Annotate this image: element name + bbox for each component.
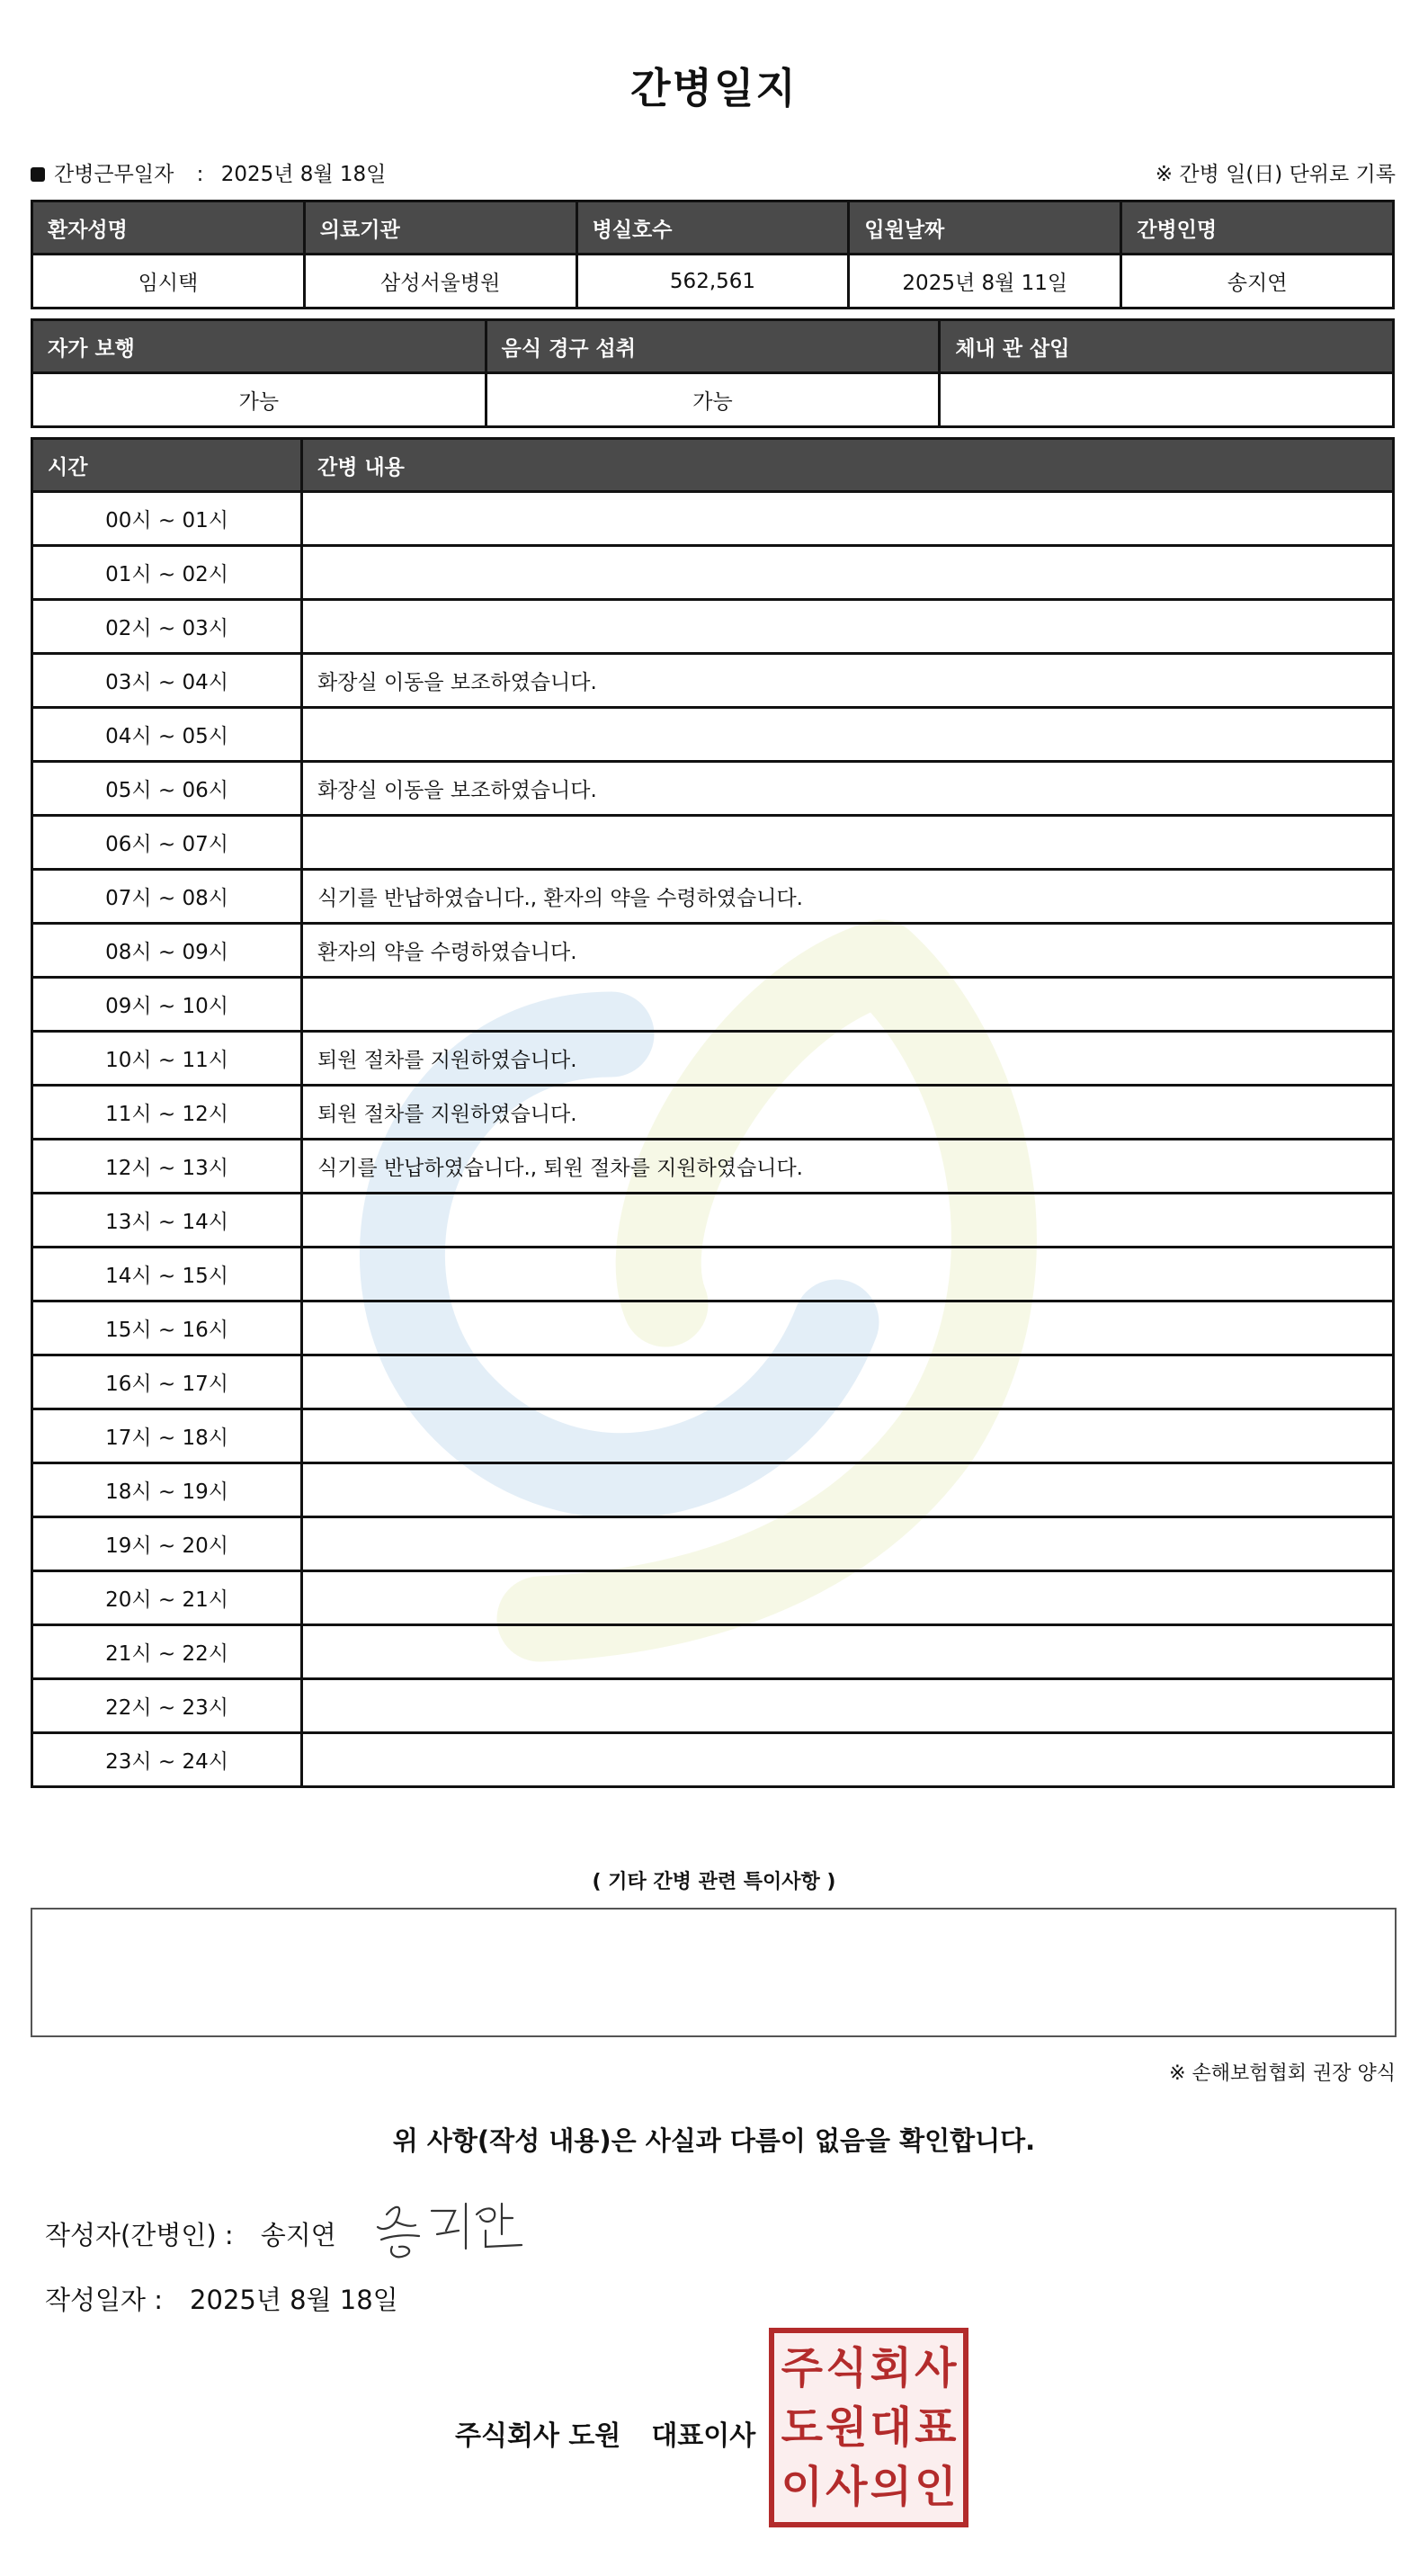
time-cell: 20시 ~ 21시 [32,1571,302,1625]
header-caregiver: 간병인명 [1121,201,1394,255]
table-row [32,1140,1394,1194]
bullet-square-icon [31,167,45,182]
care-content-cell [302,1248,1394,1301]
table-row [32,1409,1394,1463]
time-cell: 15시 ~ 16시 [32,1301,302,1355]
table-row [32,816,1394,870]
writer-line [45,2215,336,2252]
company-name: 주식회사 도원 [455,2420,621,2452]
table-row [32,600,1394,654]
time-cell: 05시 ~ 06시 [32,762,302,816]
care-content-cell [302,1517,1394,1571]
table-row [32,546,1394,600]
time-cell: 13시 ~ 14시 [32,1194,302,1248]
time-cell: 16시 ~ 17시 [32,1355,302,1409]
company-title: 대표이사 [651,2420,756,2452]
time-cell: 01시 ~ 02시 [32,546,302,600]
remarks-label: ( 기타 간병 관련 특이사항 ) [592,1871,836,1893]
care-content-cell [302,1679,1394,1733]
time-cell: 17시 ~ 18시 [32,1409,302,1463]
header-tube: 체내 관 삽입 [940,320,1394,373]
care-content-cell [302,1733,1394,1787]
time-cell: 07시 ~ 08시 [32,870,302,924]
admission-date: 2025년 8월 11일 [849,255,1121,309]
care-content-cell [302,1355,1394,1409]
header-room: 병실호수 [576,201,849,255]
seal-char: 원 [826,2402,868,2453]
time-cell: 19시 ~ 20시 [32,1517,302,1571]
oral-intake-value: 가능 [486,373,940,427]
time-cell: 02시 ~ 03시 [32,600,302,654]
time-cell: 23시 ~ 24시 [32,1733,302,1787]
work-date [31,157,386,187]
seal-char: 식 [826,2343,868,2393]
table-row [32,1571,1394,1625]
time-cell: 22시 ~ 23시 [32,1679,302,1733]
care-content-cell [302,1571,1394,1625]
seal-char: 대 [870,2402,912,2453]
care-content-cell: 식기를 반납하였습니다., 환자의 약을 수령하였습니다. [302,870,1394,924]
care-content-cell [302,978,1394,1032]
table-row [32,1355,1394,1409]
tube-value [940,373,1394,427]
remarks-box [31,1908,1397,2037]
care-content-cell [302,1301,1394,1355]
time-cell: 08시 ~ 09시 [32,924,302,978]
header-patient-name: 환자성명 [32,201,305,255]
patient-status-table [31,318,1395,428]
table-row [32,870,1394,924]
seal-char: 의 [870,2462,912,2512]
time-cell: 03시 ~ 04시 [32,654,302,708]
work-date-label: 간병근무일자 [54,163,174,186]
patient-info-table [31,200,1395,309]
table-row [32,1679,1394,1733]
care-content-cell [302,1463,1394,1517]
seal-char: 표 [915,2402,957,2453]
patient-name: 임시택 [32,255,305,309]
care-content-cell [302,546,1394,600]
time-cell: 21시 ~ 22시 [32,1625,302,1679]
table-row [32,654,1394,708]
seal-char: 주 [781,2343,823,2393]
time-cell: 12시 ~ 13시 [32,1140,302,1194]
table-row [32,762,1394,816]
care-content-cell [302,1409,1394,1463]
header-care-content: 간병 내용 [302,439,1394,492]
written-date-line [45,2280,398,2317]
care-content-cell: 화장실 이동을 보조하였습니다. [302,762,1394,816]
handwritten-signature [369,2195,531,2267]
table-row [32,1733,1394,1787]
record-unit-note: ※ 간병 일(日) 단위로 기록 [1155,163,1396,186]
time-cell: 04시 ~ 05시 [32,708,302,762]
seal-char: 이 [781,2462,823,2512]
care-content-cell [302,1194,1394,1248]
seal-char: 인 [915,2462,957,2512]
time-cell: 10시 ~ 11시 [32,1032,302,1086]
seal-char: 사 [915,2343,957,2393]
table-row [32,492,1394,546]
room-number: 562,561 [576,255,849,309]
header-admission-date: 입원날짜 [849,201,1121,255]
table-row [32,1625,1394,1679]
caregiver-name: 송지연 [1121,255,1394,309]
company-seal [769,2328,968,2527]
time-cell: 14시 ~ 15시 [32,1248,302,1301]
writer-label: 작성자(간병인) : [45,2220,234,2250]
table-row [32,1301,1394,1355]
table-row [32,1463,1394,1517]
hospital: 삼성서울병원 [304,255,576,309]
written-date-value: 2025년 8월 18일 [190,2285,398,2315]
time-cell: 09시 ~ 10시 [32,978,302,1032]
table-row [32,1032,1394,1086]
header-time: 시간 [32,439,302,492]
care-content-cell [302,600,1394,654]
table-row [32,1086,1394,1140]
association-note: ※ 손해보험협회 권장 양식 [1169,2062,1396,2085]
walking-value: 가능 [32,373,486,427]
table-row [32,978,1394,1032]
seal-char: 도 [781,2402,823,2453]
header-oral-intake: 음식 경구 섭취 [486,320,940,373]
care-content-cell [302,1625,1394,1679]
care-content-cell: 환자의 약을 수령하였습니다. [302,924,1394,978]
time-cell: 06시 ~ 07시 [32,816,302,870]
table-row [32,1194,1394,1248]
header-walking: 자가 보행 [32,320,486,373]
care-content-cell [302,492,1394,546]
care-content-cell [302,708,1394,762]
care-content-cell: 퇴원 절차를 지원하였습니다. [302,1086,1394,1140]
care-content-cell: 화장실 이동을 보조하였습니다. [302,654,1394,708]
care-log-table [31,437,1395,1788]
header-hospital: 의료기관 [304,201,576,255]
care-content-cell: 식기를 반납하였습니다., 퇴원 절차를 지원하였습니다. [302,1140,1394,1194]
seal-char: 회 [870,2343,912,2393]
page-title: 간병일지 [630,64,798,112]
confirmation-text: 위 사항(작성 내용)은 사실과 다름이 없음을 확인합니다. [392,2125,1036,2156]
work-date-value: 2025년 8월 18일 [220,163,387,186]
care-content-cell: 퇴원 절차를 지원하였습니다. [302,1032,1394,1086]
table-row [32,708,1394,762]
table-row [32,1248,1394,1301]
time-cell: 00시 ~ 01시 [32,492,302,546]
writer-name: 송지연 [260,2220,336,2250]
work-date-sep: : [196,163,204,186]
table-row [32,924,1394,978]
time-cell: 18시 ~ 19시 [32,1463,302,1517]
table-row [32,1517,1394,1571]
company-line [455,2413,755,2453]
time-cell: 11시 ~ 12시 [32,1086,302,1140]
care-content-cell [302,816,1394,870]
written-date-label: 작성일자 : [45,2285,164,2315]
seal-char: 사 [826,2462,868,2512]
